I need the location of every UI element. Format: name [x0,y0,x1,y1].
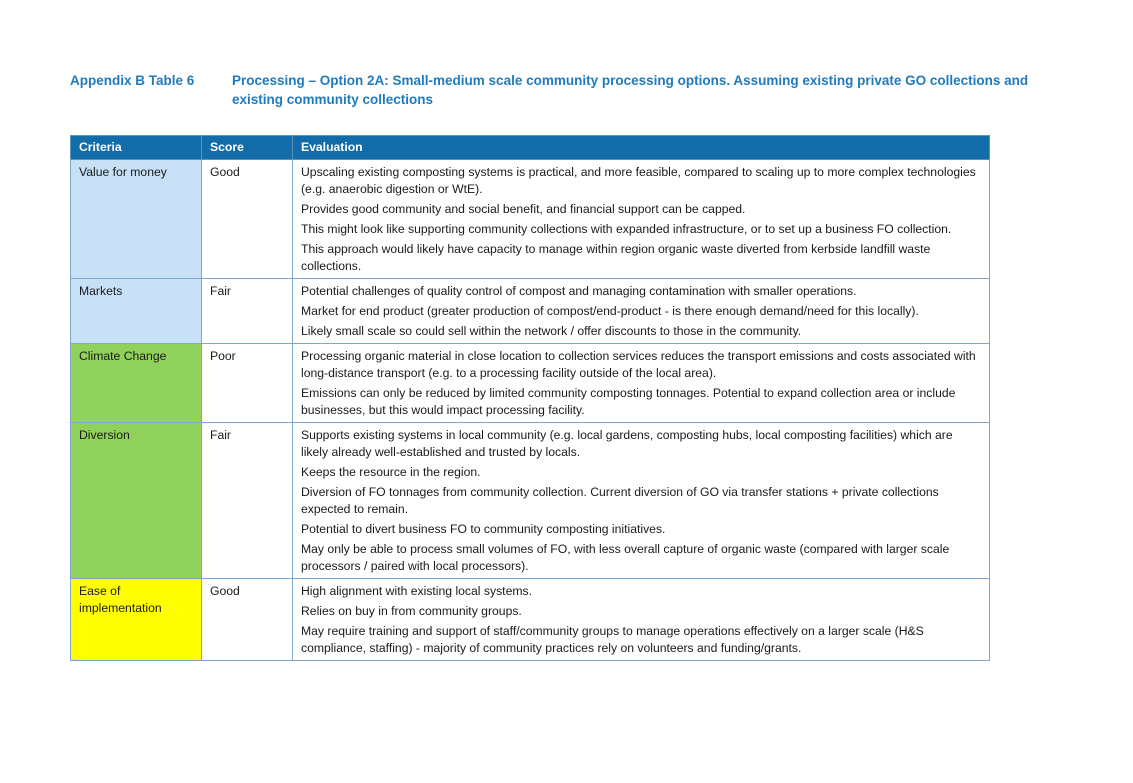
evaluation-point: May only be able to process small volumes of FO, with less overall capture of organic waste (compared with larger scale processors / paired with local processors). [301,542,950,573]
evaluation-point: Supports existing systems in local community (e.g. local gardens, composting hubs, local composting facilities) which are likely already well-established and trusted by locals. [301,428,953,459]
table-title: Processing – Option 2A: Small-medium scale community processing options. Assuming existing private GO collections and existing community collections [232,73,1029,107]
evaluation-point: Provides good community and social benefit, and financial support can be capped. [301,202,746,216]
evaluation-point: Potential to divert business FO to community composting initiatives. [301,522,666,536]
appendix-label: Appendix B Table 6 [70,73,195,88]
evaluation-point: Processing organic material in close location to collection services reduces the transport emissions and costs associated with long-distance transport (e.g. to a processing facility outside of the local area). [301,349,976,380]
evaluation-point: Potential challenges of quality control of compost and managing contamination with smaller operations. [301,284,857,298]
header-row [71,136,990,160]
evaluation-point: Relies on buy in from community groups. [301,604,522,618]
header-score: Score [202,136,293,160]
header-criteria: Criteria [71,136,202,160]
evaluation-point: Upscaling existing composting systems is practical, and more feasible, compared to scaling up to more complex technologies (e.g. anaerobic digestion or WtE). [301,165,976,196]
table-row [71,423,990,579]
score-cell: Fair [202,423,293,579]
evaluation-cell [293,160,990,279]
evaluation-cell [293,579,990,661]
evaluation-point: Keeps the resource in the region. [301,465,481,479]
table-row [71,344,990,423]
evaluation-point: High alignment with existing local systems. [301,584,532,598]
evaluation-point: Diversion of FO tonnages from community collection. Current diversion of GO via transfer stations + private collections expected to remain. [301,485,939,516]
evaluation-point: Likely small scale so could sell within the network / offer discounts to those in the community. [301,324,802,338]
table-row [71,279,990,344]
criteria-cell: Markets [71,279,202,344]
evaluation-point: Emissions can only be reduced by limited community composting tonnages. Potential to expand collection area or include businesses, but this would impact processing facility. [301,386,956,417]
score-cell: Fair [202,279,293,344]
criteria-cell: Diversion [71,423,202,579]
evaluation-cell [293,344,990,423]
score-cell: Good [202,160,293,279]
score-cell: Good [202,579,293,661]
table-row [71,160,990,279]
evaluation-point: This approach would likely have capacity to manage within region organic waste diverted from kerbside landfill waste collections. [301,242,931,273]
criteria-cell: Value for money [71,160,202,279]
evaluation-point: Market for end product (greater production of compost/end-product - is there enough demand/need for this locally). [301,304,919,318]
evaluation-cell [293,423,990,579]
evaluation-cell [293,279,990,344]
table-row [71,579,990,661]
criteria-cell: Ease of implementation [71,579,202,661]
evaluation-table [70,135,990,661]
criteria-cell: Climate Change [71,344,202,423]
header-evaluation: Evaluation [293,136,990,160]
evaluation-point: This might look like supporting community collections with expanded infrastructure, or to set up a business FO collection. [301,222,952,236]
score-cell: Poor [202,344,293,423]
evaluation-point: May require training and support of staff/community groups to manage operations effectively on a larger scale (H&S compliance, staffing) - majority of community practices rely on volunteers and funding/grants. [301,624,924,655]
